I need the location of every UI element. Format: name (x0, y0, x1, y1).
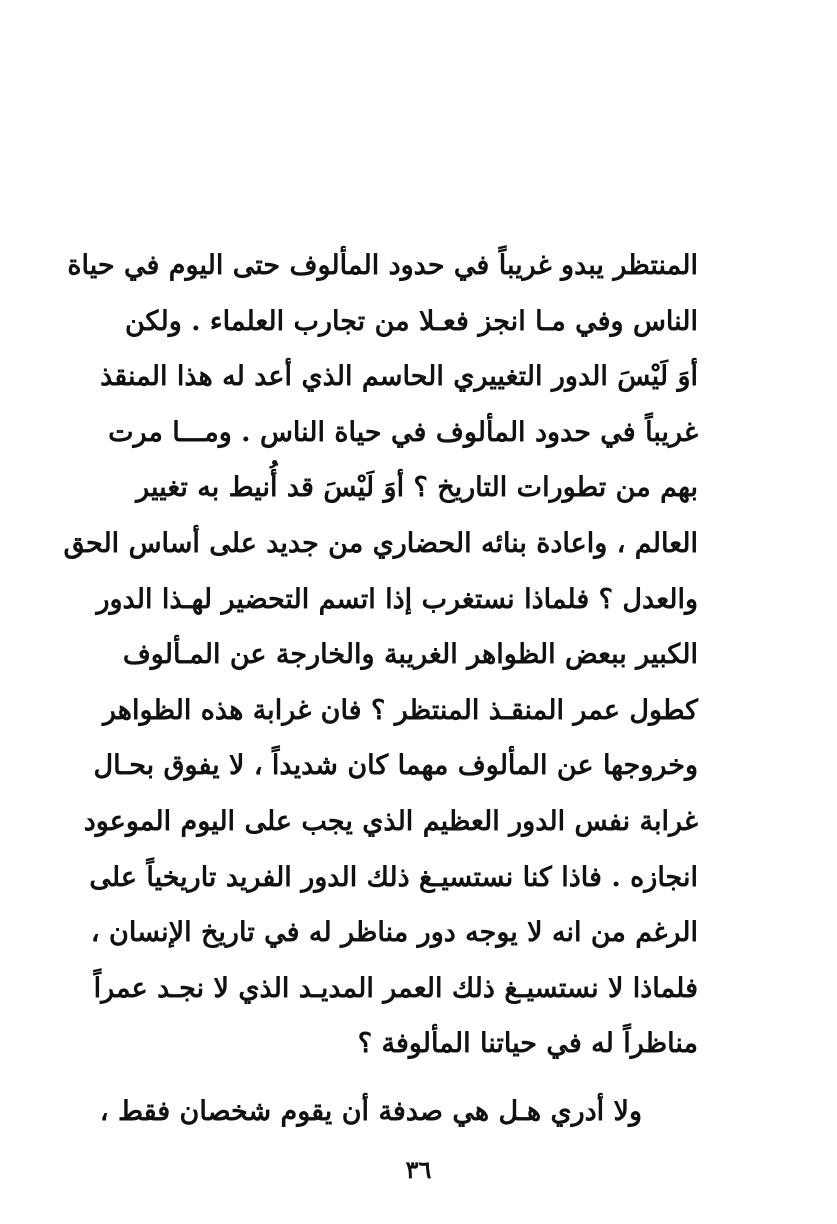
text-line-15: مناظراً له في حياتنا المألوفة ؟ (357, 1028, 698, 1060)
text-line-2: الناس وفي مـا انجز فعـلا من تجارب العلماء . ولكن (125, 305, 698, 337)
body-paragraph (63, 238, 698, 1072)
text-line-13: الرغم من انه لا يوجه دور مناظر له في تاريخ الإنسان ، (90, 917, 698, 949)
text-line-8: الكبير ببعض الظواهر الغريبة والخارجة عن المـألوف (122, 639, 698, 671)
next-paragraph-line: ولا أدري هـل هي صدفة أن يقوم شخصان فقط ، (99, 1096, 642, 1127)
text-line-10: وخروجها عن المألوف مهما كان شديداً ، لا يفوق بحـال (93, 750, 698, 782)
text-line-5: بهم من تطورات التاريخ ؟ أوَ لَيْسَ قد أُنيط به تغيير (136, 472, 698, 504)
text-line-4: غريباً في حدود المألوف في حياة الناس . ومـــا مرت (108, 416, 698, 448)
text-line-12: انجازه . فاذا كنا نستسيـغ ذلك الدور الفريد تاريخياً على (89, 861, 698, 893)
text-line-6: العالم ، واعادة بنائه الحضاري من جديد على أساس الحق (63, 527, 698, 559)
text-line-9: كطول عمر المنقـذ المنتظر ؟ فان غرابة هذه الظواهر (102, 694, 698, 726)
text-line-7: والعدل ؟ فلماذا نستغرب إذا اتسم التحضير لهـذا الدور (96, 583, 698, 615)
text-line-1: المنتظر يبدو غريباً في حدود المألوف حتى اليوم في حياة (67, 250, 698, 281)
text-line-14: فلماذا لا نستسيـغ ذلك العمر المديـد الذي لا نجـد عمراً (93, 972, 698, 1004)
page-number: ٣٦ (405, 1155, 432, 1184)
text-line-3: أوَ لَيْسَ الدور التغييري الحاسم الذي أعد له هذا المنقذ (100, 361, 698, 393)
text-line-11: غرابة نفس الدور العظيم الذي يجب على اليوم الموعود (83, 805, 698, 837)
